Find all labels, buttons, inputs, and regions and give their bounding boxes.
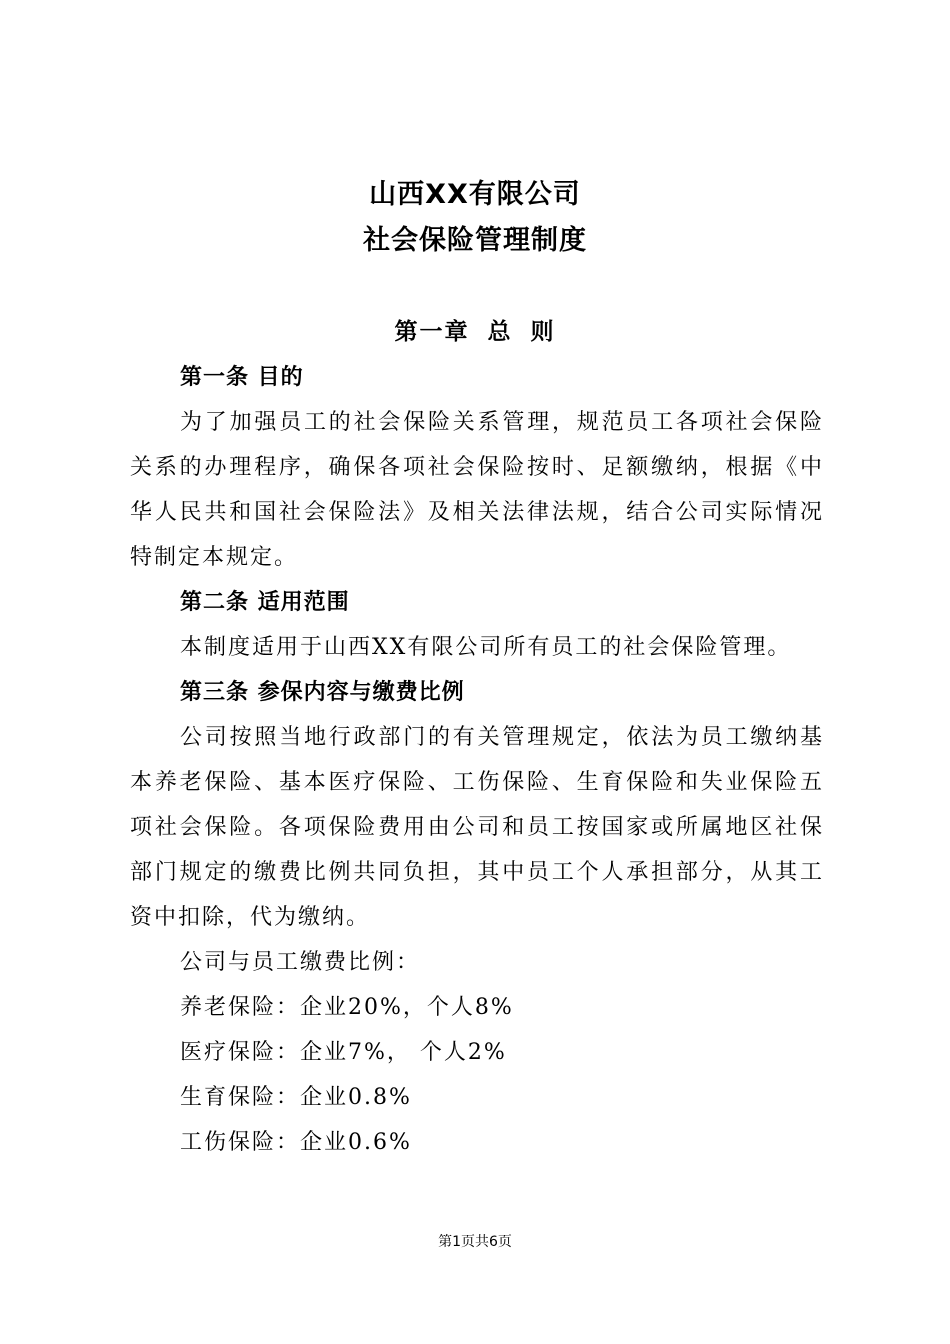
rates-intro: 公司与员工缴费比例：: [180, 950, 421, 975]
rate-pension: 养老保险：企业20%，个人8%: [180, 995, 514, 1020]
article-3-heading: 第三条 参保内容与缴费比例: [180, 680, 465, 705]
page-number: 第1页共6页: [438, 1234, 512, 1250]
chapter-title: 第一章 总 则: [394, 319, 556, 345]
article-1-heading: 第一条 目的: [180, 365, 304, 390]
article-1-paragraph: 为了加强员工的社会保险关系管理，规范员工各项社会保险关系的办理程序，确保各项社会保险按时、足额缴纳，根据《中华人民共和国社会保险法》及相关法律法规，结合公司实际情况特制定本规定。: [130, 410, 824, 570]
document-body: [130, 355, 824, 1165]
article-3-paragraph: 公司按照当地行政部门的有关管理规定，依法为员工缴纳基本养老保险、基本医疗保险、工伤保险、生育保险和失业保险五项社会保险。各项保险费用由公司和员工按国家或所属地区社保部门规定的缴费比例共同负担，其中员工个人承担部分，从其工资中扣除，代为缴纳。: [130, 725, 824, 930]
article-2-paragraph: 本制度适用于山西XX有限公司所有员工的社会保险管理。: [180, 635, 792, 660]
rate-maternity: 生育保险：企业0.8%: [180, 1085, 412, 1110]
rate-work-injury: 工伤保险：企业0.6%: [180, 1130, 412, 1155]
rate-medical: 医疗保险：企业7%， 个人2%: [180, 1040, 507, 1065]
document-title-block: [0, 172, 950, 264]
document-title-policy: 社会保险管理制度: [363, 225, 587, 256]
article-2-heading: 第二条 适用范围: [180, 590, 350, 615]
document-title-company: 山西XX有限公司: [369, 179, 581, 210]
